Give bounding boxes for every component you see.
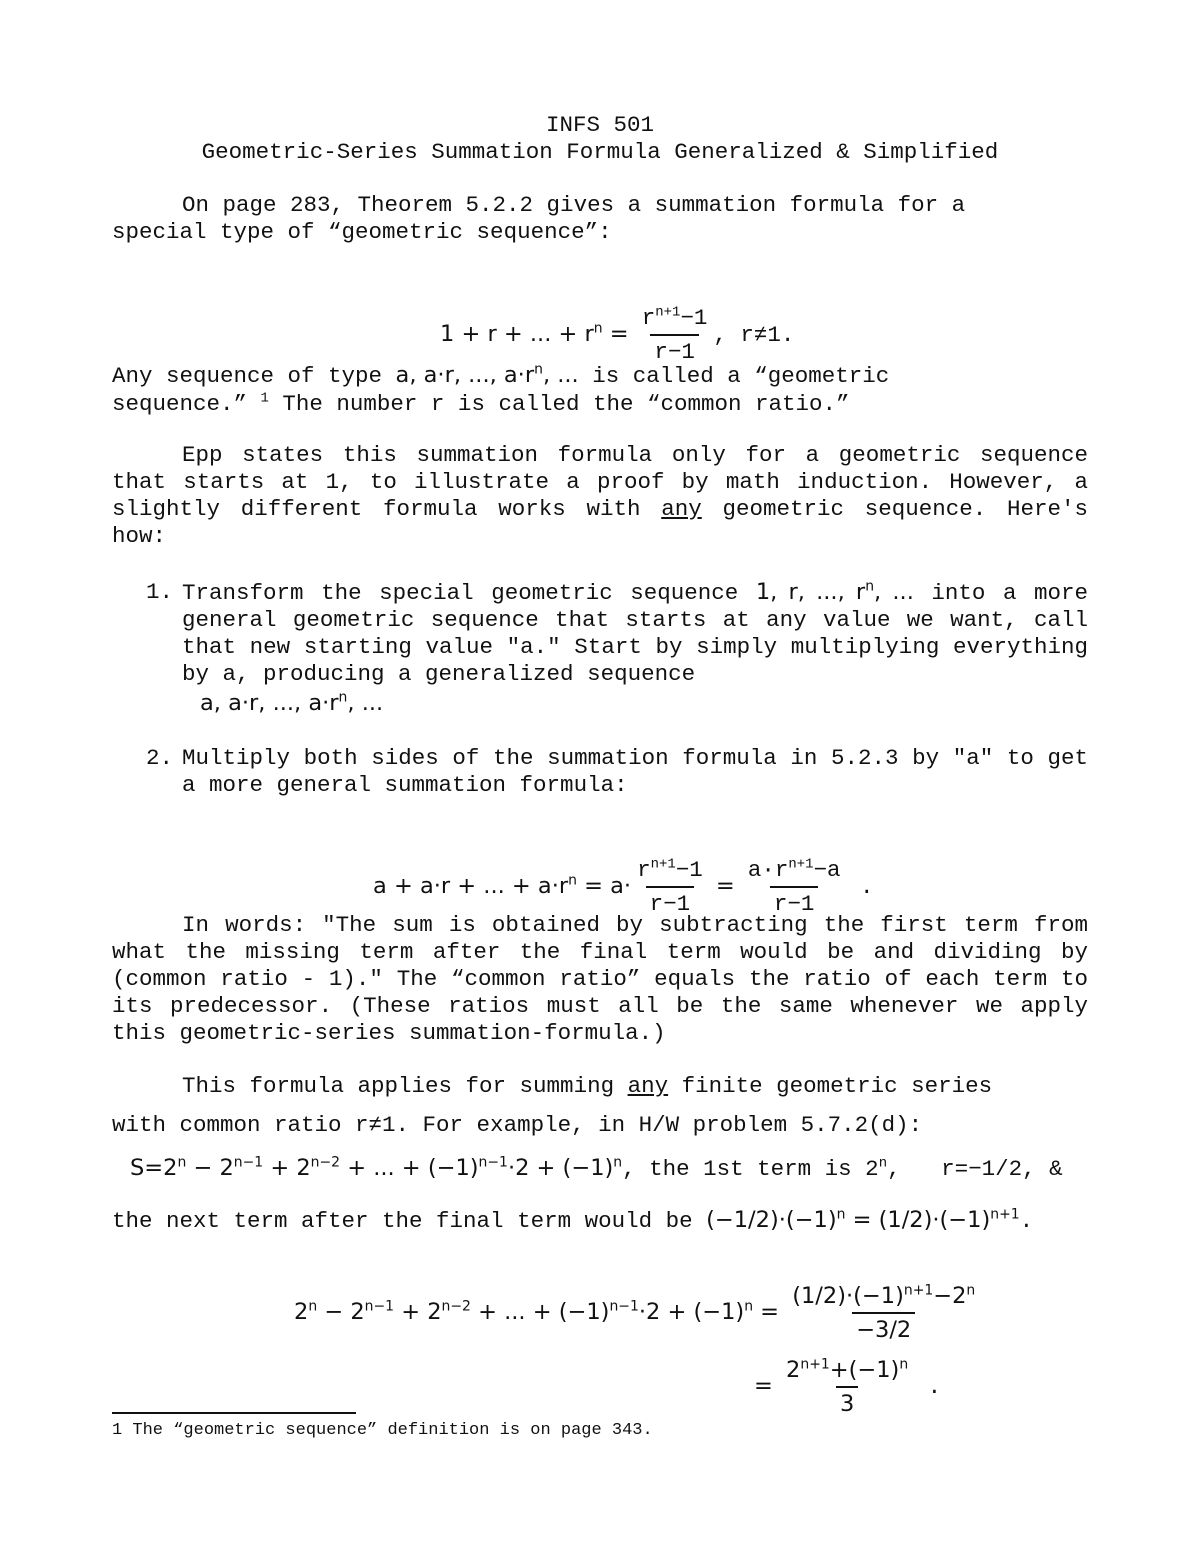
footnote-separator bbox=[112, 1412, 356, 1414]
footnote-marker: 1 bbox=[260, 390, 269, 407]
equation-1 bbox=[413, 276, 794, 366]
equation-3: $2^n - 2^{n-1} + 2^{n-2}$ + ... + $(-1)^{n-1}\cdot 2 + (-1)^n$ = $\frac{(1/2)\cdot(-1)^{n+1}-2^n}{-3/2}$ bbox=[267, 1254, 981, 1344]
def-sequence: a, a·r, ..., $a\cdot r^n$, ... bbox=[395, 361, 579, 388]
eq2-fraction-1: $\frac{r^{n+1}-1}{r-1}$ bbox=[637, 856, 703, 917]
paragraph-epp: Epp states this summation formula only for a geometric sequence that starts at 1, to illustrate a proof by math induction. However, a slightly different formula works with any geometric sequence. Here's how: bbox=[112, 442, 1088, 549]
step-1-text: Transform the special geometric sequence 1, r, ..., $r^n$, ... into a more general geometric sequence that starts at any value we want, call that new starting value "a." Start by simply multiplying everything by a, producing a generalized sequence bbox=[182, 578, 1089, 687]
eq2-fraction-2: $\frac{a\cdot r^{n+1}-a}{r-1}$ bbox=[747, 856, 841, 917]
step-1-generalized-sequence: a, a·r, ..., $a\cdot r^n$, ... bbox=[200, 689, 384, 716]
eq3-fraction-1: $\frac{(1/2)\cdot(-1)^{n+1}-2^n}{-3/2}$ bbox=[792, 1282, 976, 1343]
example-series-line: $S=2^n - 2^{n-1} + 2^{n-2}$ + ... + $(-1)^{n-1}\cdot 2 + (-1)^n$, the 1st term is 2$^n$, r=−1/2, & bbox=[130, 1154, 1063, 1182]
example-next-term: $(-1/2)\cdot(-1)^n = (1/2)\cdot(-1)^{n+1}$ bbox=[706, 1206, 1020, 1233]
document-title: Geometric-Series Summation Formula Generalized & Simplified bbox=[201, 139, 999, 165]
eq1-condition: , r≠1. bbox=[713, 321, 795, 348]
definition-line-2: sequence.” $^1$ The number r is called the “common ratio.” bbox=[112, 390, 850, 417]
definition-line-1: Any sequence of type a, a·r, ..., $a\cdot r^n$, ... is called a “geometric bbox=[112, 361, 890, 389]
course-title: INFS 501 bbox=[545, 112, 655, 138]
example-next-term-line: the next term after the final term would be $(-1/2)\cdot(-1)^n = (1/2)\cdot(-1)^{n+1}$. bbox=[112, 1206, 1034, 1234]
footnote: 1 The “geometric sequence” definition is on page 343. bbox=[112, 1421, 653, 1440]
step-1-sequence: 1, r, ..., $r^n$, ... bbox=[755, 578, 914, 605]
eq1-fraction: $\frac{r^{n+1}-1}{r-1}$ bbox=[641, 304, 708, 365]
intro-line-2: special type of “geometric sequence”: bbox=[112, 219, 612, 245]
paragraph-in-words: In words: "The sum is obtained by subtracting the first term from what the missing term after the final term would be and dividing by (common ratio - 1)." The “common ratio” equals the ratio of each term to its predecessor. (These ratios must all be the same whenever we apply this geometric-series summation-formula.) bbox=[112, 912, 1088, 1046]
step-2-number: 2. bbox=[146, 745, 174, 771]
step-1-number: 1. bbox=[146, 579, 174, 605]
equation-3-result: = $\frac{2^{n+1}+(-1)^n}{3}$ . bbox=[754, 1356, 942, 1417]
step-2-text: Multiply both sides of the summation formula in 5.2.3 by "a" to get a more general summation formula: bbox=[182, 745, 1088, 798]
eq3-fraction-2: $\frac{2^{n+1}+(-1)^n}{3}$ bbox=[786, 1356, 909, 1417]
intro-line-1: On page 283, Theorem 5.2.2 gives a summation formula for a bbox=[182, 192, 966, 218]
example-series: $S=2^n - 2^{n-1} + 2^{n-2}$ + ... + $(-1)^{n-1}\cdot 2 + (-1)^n$ bbox=[130, 1154, 623, 1181]
equation-2: a + a·r + ... + $a\cdot r^n = a\cdot$ $\frac{r^{n+1}-1}{r-1}$ = $\frac{a\cdot r^{n+1}-a}{r-1}$ . bbox=[373, 856, 874, 917]
paragraph-applies-line-2: with common ratio r≠1. For example, in H/W problem 5.7.2(d): bbox=[112, 1112, 923, 1138]
paragraph-applies-line-1: This formula applies for summing any finite geometric series bbox=[182, 1073, 993, 1099]
eq1-lhs: 1 + r + ... + $r^n$ = bbox=[440, 320, 636, 347]
